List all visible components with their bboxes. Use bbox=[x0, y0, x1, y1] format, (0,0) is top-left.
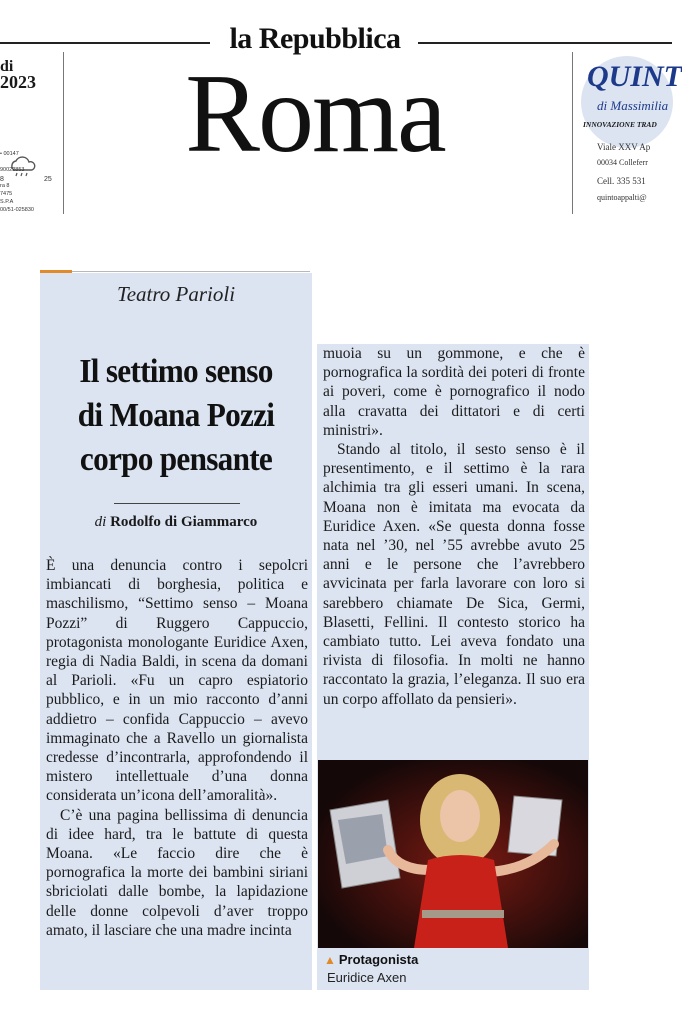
masthead-name: la Repubblica bbox=[229, 22, 401, 55]
paragraph: C’è una pagina bellissima di denuncia di idee hard, tra le battute di questa Moana. «Le faccio dire che è pornografica la morte dei bambini siriani sbriciolati dalle bombe, la lapidazione delle donne colpevoli d’aver troppo amato, il lasciare che una madre incinta bbox=[46, 806, 308, 939]
ad-city: 00034 Colleferr bbox=[597, 158, 648, 167]
kicker-rule bbox=[72, 271, 310, 272]
ad-phone: Cell. 335 531 bbox=[597, 176, 646, 186]
ad-tagline: INNOVAZIONE TRAD bbox=[583, 120, 657, 129]
weather-temp-low: 8 bbox=[0, 176, 4, 183]
body-column-1 bbox=[46, 556, 308, 940]
masthead-rule-left bbox=[0, 42, 210, 44]
byline-rule bbox=[114, 503, 240, 504]
headline-line: corpo pensante bbox=[79, 441, 273, 478]
article-photo bbox=[318, 760, 588, 948]
ad-email: quintoappalti@ bbox=[597, 193, 647, 202]
weather-line: 00/51-025830 bbox=[0, 207, 34, 213]
weather-line: • 00147 bbox=[0, 151, 19, 157]
caption-title bbox=[324, 952, 418, 967]
weather-day: di bbox=[0, 58, 14, 75]
weather-line: ra 8 bbox=[0, 183, 10, 189]
weather-line: 7475 bbox=[0, 191, 13, 197]
weather-line: S.P.A bbox=[0, 199, 14, 205]
ad-address: Viale XXV Ap bbox=[597, 142, 651, 152]
caption-title-text: Protagonista bbox=[338, 952, 419, 967]
headline-line: di Moana Pozzi bbox=[77, 397, 275, 434]
headline-line: Il settimo senso bbox=[79, 353, 273, 390]
advertisement bbox=[572, 52, 682, 214]
byline-author: Rodolfo di Giammarco bbox=[110, 514, 258, 530]
paragraph: È una denuncia contro i sepolcri imbiancati di borghesia, politica e maschilismo, “Settimo senso – Moana Pozzi” di Ruggero Cappuccio, protagonista monologante Euridice Axen, regia di Nadia Baldi, in scena da domani al Parioli. «Fu un capro espiatorio pubblico, e in un mio racconto d’anni addietro – confida Cappuccio – avevo immaginato che a Ravello un giornalista credesse d’incontrarla, approfondendo il mistero intellettuale d’una donna considerata un’icona dell’amoralità». bbox=[46, 557, 308, 805]
body-column-2 bbox=[323, 344, 585, 709]
headline bbox=[53, 350, 300, 482]
triangle-up-icon: ▲ bbox=[324, 953, 336, 967]
weather-year: 2023 bbox=[0, 72, 36, 92]
caption-subtitle: Euridice Axen bbox=[327, 970, 407, 985]
paragraph: muoia su un gommone, e che è pornografica la sordità dei poteri di fronte ai poveri, come è pornografico il nodo alla cravatta dei dittatori e di certi ministri». bbox=[323, 345, 585, 439]
masthead-rule-right bbox=[418, 42, 672, 44]
byline-prefix: di bbox=[94, 514, 107, 530]
ad-subtitle: di Massimilia bbox=[597, 98, 669, 113]
kicker: Teatro Parioli bbox=[116, 282, 236, 306]
weather-box bbox=[0, 52, 64, 214]
weather-temp: 25 bbox=[44, 176, 52, 183]
paragraph: Stando al titolo, il sesto senso è il presentimento, e il settimo è la rara alchimia tra gli esseri umani. In scena, Moana non è imitata ma evocata da Euridice Axen. «Se questa donna fosse nata nel ’30, nel ’55 avrebbe avuto 25 anni e le persone che l’avrebbero avvicinata per farla lavorare con loro si sarebbero chiamate De Sica, Germi, Blasetti, Fellini. Il contesto storico ha cambiato tutto. Lei aveva fondato una rivista di filosofia. In molti ne hanno raccontato la grazia, l’eleganza. Il suo era un corpo affollato da pensieri». bbox=[323, 441, 585, 708]
byline bbox=[42, 514, 310, 531]
section-title: Roma bbox=[185, 52, 445, 176]
ad-brand: QUINT bbox=[587, 60, 682, 93]
weather-line: 90022853 bbox=[0, 167, 25, 173]
